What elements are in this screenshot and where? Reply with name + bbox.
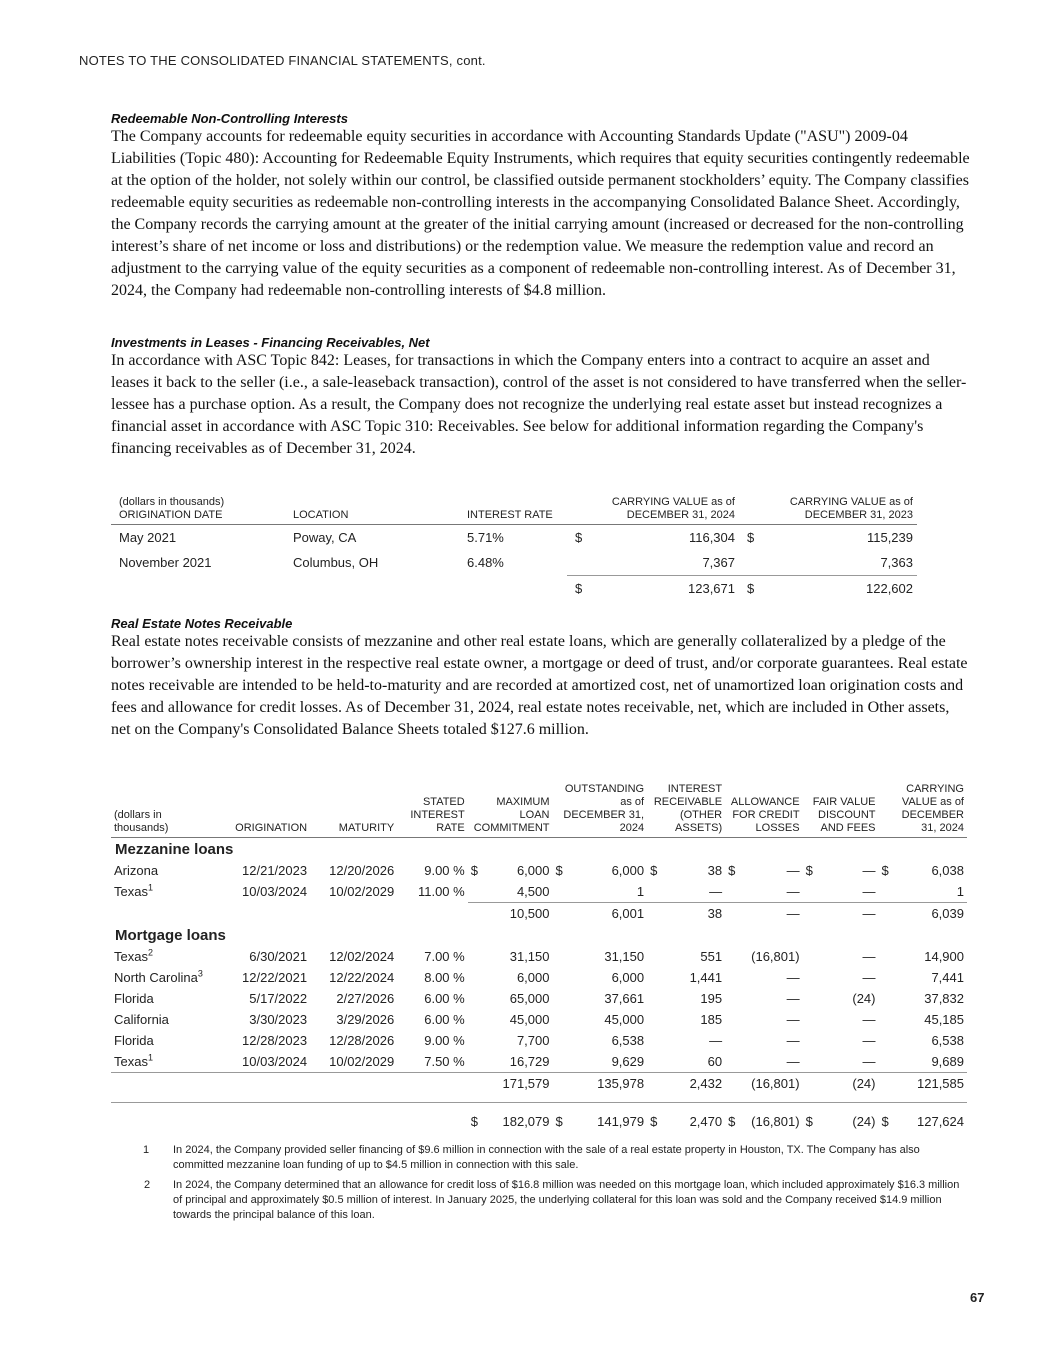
notes-title: Real Estate Notes Receivable bbox=[111, 616, 293, 631]
table-row: Texas$^1$ 10/03/2024 10/02/2029 11.00 % 4,500 1 — — — 1 bbox=[114, 882, 964, 900]
lease-table bbox=[111, 496, 917, 601]
mortgage-subtotal-row: 171,579 135,978 2,432 (16,801) (24) 121,585 bbox=[111, 1073, 967, 1095]
footnote-2: 2 In 2024, the Company determined that an allowance for credit loss of $16.8 million was needed on this mortgage loan, which included approximately $16.3 million of principal and approximately $0.5 million of interest. In January 2025, the underlying collateral for this loan was sold and the Company received $14.9 million towards the principal balance of this loan. bbox=[144, 1179, 960, 1221]
leases-title: Investments in Leases - Financing Receivables, Net bbox=[111, 335, 430, 350]
table-row: Texas$^1$ 10/03/2024 10/02/2029 7.50 % 16,729 9,629 60 — — 9,689 bbox=[114, 1052, 964, 1069]
redeemable-body: The Company accounts for redeemable equity securities in accordance with Accounting Standards Update ("ASU") 2009-04 Liabilities (Topic 480): Accounting for Redeemable Equity Instruments, which requires that equity securities contingently redeemable at the option of the holder, not solely within our control, be classified outside permanent stockholders’ equity. The Company classifies redeemable equity securities as redeemable non-controlling interests in the accompanying Consolidated Balance Sheet. Accordingly, the Company records the carrying amount at the greater of the initial carrying amount (increased or decreased for the non-controlling interest’s share of net income or loss and distributions) or the redemption value. We measure the redemption value and record an adjustment to the carrying value of the equity securities as a component of redeemable non-controlling interest. As of December 31, 2024, the Company had redeemable non-controlling interests of $4.8 million. bbox=[111, 128, 970, 299]
lease-col-location: LOCATION bbox=[285, 496, 459, 525]
notes-col-fair-value: FAIR VALUE DISCOUNT AND FEES bbox=[803, 783, 879, 838]
notes-col-allowance: ALLOWANCE FOR CREDIT LOSSES bbox=[725, 783, 802, 838]
table-row: Arizona 12/21/2023 12/20/2026 9.00 % $ 6,000 $ 6,000 $ 38 $ — $ — $ 6,038 bbox=[114, 863, 964, 878]
notes-col-maturity: MATURITY bbox=[310, 783, 397, 838]
lease-total-row: $ 123,671 $ 122,602 bbox=[111, 576, 917, 602]
table-row: North Carolina$^3$ 12/22/2021 12/22/2024 8.00 % 6,000 6,000 1,441 — — 7,441 bbox=[114, 968, 964, 985]
page-number: 67 bbox=[970, 1290, 985, 1305]
notes-col-rate: STATED INTEREST RATE bbox=[397, 783, 468, 838]
table-row: November 2021 Columbus, OH 6.48% 7,367 7,363 bbox=[119, 555, 913, 571]
mezzanine-subtotal-row: 10,500 6,001 38 — — 6,039 bbox=[111, 903, 967, 925]
lease-units-label: (dollars in thousands) bbox=[119, 496, 225, 508]
notes-col-carrying: CARRYING VALUE as of DECEMBER 31, 2024 bbox=[879, 783, 968, 838]
notes-col-outstanding: OUTSTANDING as of DECEMBER 31, 2024 bbox=[553, 783, 648, 838]
table-row: May 2021 Poway, CA 5.71% $ 116,304 $ 115,239 bbox=[119, 530, 913, 545]
notes-body: Real estate notes receivable consists of mezzanine and other real estate loans, which are generally collateralized by a pledge of the borrower’s ownership interest in the respective real estate owner, a mortgage or deed of trust, and/or corporate guarantees. Real estate notes receivable are intended to be held-to-maturity and are recorded at amortized cost, net of unamortized loan origination costs and fees and allowance for credit losses. As of December 31, 2024, real estate notes receivable, net, which are included in Other assets, net on the Company's Consolidated Balance Sheets totaled $127.6 million. bbox=[111, 633, 968, 738]
lease-col-cv2023: CARRYING VALUE as of DECEMBER 31, 2023 bbox=[739, 496, 917, 525]
notes-receivable-table bbox=[111, 783, 967, 1133]
table-row: California 3/30/2023 3/29/2026 6.00 % 45,000 45,000 185 — — 45,185 bbox=[114, 1012, 964, 1027]
lease-col-origination: (dollars in thousands) ORIGINATION DATE bbox=[111, 496, 285, 525]
leases-body: In accordance with ASC Topic 842: Leases, for transactions in which the Company enters into a contract to acquire an asset and leases it back to the seller (i.e., a sale-leaseback transaction), control of the asset is not considered to have transferred when the seller-lessee has a purchase option. As a result, the Company does not recognize the underlying real estate asset but instead recognizes a financial asset in accordance with ASC Topic 310: Receivables. See below for additional information regarding the Company's financing receivables as of December 31, 2024. bbox=[111, 352, 967, 457]
table-row: Florida 12/28/2023 12/28/2026 9.00 % 7,700 6,538 — — — 6,538 bbox=[114, 1033, 964, 1048]
grand-total-row: $ 182,079 $ 141,979 $ 2,470 $ (16,801) $ (24) $ 127,624 bbox=[111, 1103, 967, 1134]
notes-col-max: MAXIMUM LOAN COMMITMENT bbox=[468, 783, 553, 838]
lease-col-rate: INTEREST RATE bbox=[459, 496, 567, 525]
table-row: Texas$^2$ 6/30/2021 12/02/2024 7.00 % 31,150 31,150 551 (16,801) — 14,900 bbox=[114, 947, 964, 964]
running-head: NOTES TO THE CONSOLIDATED FINANCIAL STATEMENTS, cont. bbox=[79, 53, 486, 68]
notes-col-units: (dollars in thousands) bbox=[111, 783, 227, 838]
notes-col-interest: INTEREST RECEIVABLE (OTHER ASSETS) bbox=[647, 783, 725, 838]
notes-col-origination: ORIGINATION bbox=[227, 783, 310, 838]
mezzanine-group-header: Mezzanine loans bbox=[115, 840, 234, 858]
lease-col-cv2024: CARRYING VALUE as of DECEMBER 31, 2024 bbox=[567, 496, 739, 525]
redeemable-title: Redeemable Non-Controlling Interests bbox=[111, 111, 348, 126]
table-row: Florida 5/17/2022 2/27/2026 6.00 % 65,000 37,661 195 — (24) 37,832 bbox=[114, 991, 964, 1006]
mortgage-group-header: Mortgage loans bbox=[115, 926, 226, 944]
footnote-1: 1 In 2024, the Company provided seller financing of $9.6 million in connection with the sale of a real estate property in Houston, TX. The Company has also committed mezzanine loan funding of up to $4.5 million in connection with this sale. bbox=[143, 1144, 920, 1171]
